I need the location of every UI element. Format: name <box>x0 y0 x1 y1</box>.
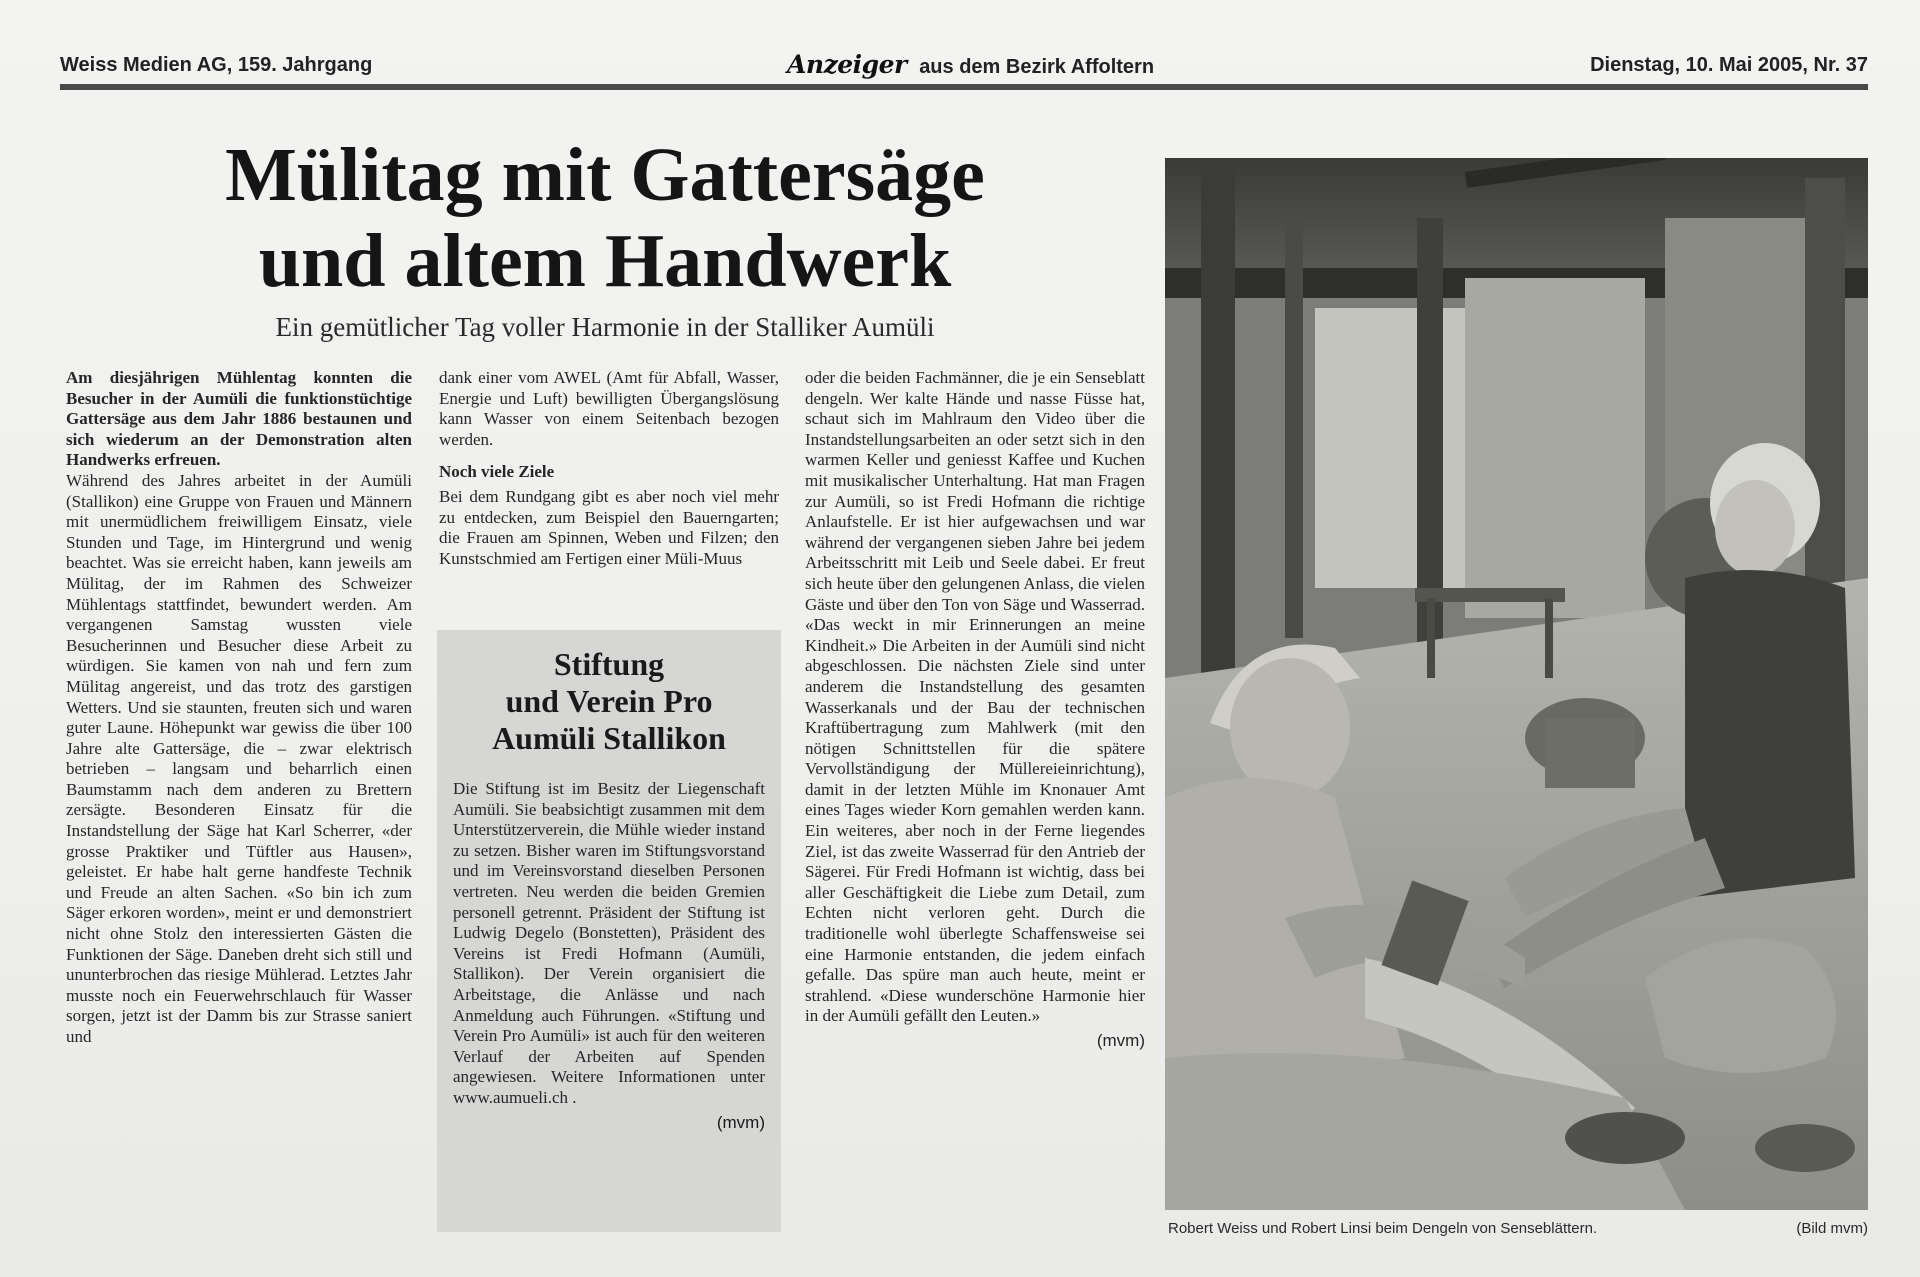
article-lead: Am diesjährigen Mühlentag konnten die Besucher in der Aumüli die funktionstüchtige Gattersäge aus dem Jahr 1886 bestaunen und sich wiederum an der Demonstration alten Handwerks erfreuen. <box>66 368 412 470</box>
article-headline <box>60 132 1150 304</box>
photo-illustration <box>1165 158 1868 1210</box>
photo-caption-row <box>1168 1220 1868 1237</box>
info-box <box>437 630 781 1232</box>
info-box-title-line-3: Aumüli Stallikon <box>492 720 726 756</box>
article-subheadline: Ein gemütlicher Tag voller Harmonie in der Stalliker Aumüli <box>275 312 935 342</box>
photo-credit: (Bild mvm) <box>1796 1220 1868 1237</box>
info-box-signature: (mvm) <box>716 1112 765 1132</box>
article-body-3: oder die beiden Fachmänner, die je ein Senseblatt dengeln. Wer kalte Hände und nasse Füsse hat, schaut sich im Mahlraum den Video über die Instandstellungsarbeiten an oder setzt sich in den warmen Keller und geniesst Kaffee und Kuchen mit musikalischer Unterhaltung. Hat man Fragen zur Aumüli, so ist Fredi Hofmann die richtige Anlaufstelle. Er ist hier aufgewachsen und war während der vergangenen sieben Jahre bei jedem Arbeitsschritt mit Leib und Seele dabei. Er freut sich heute über den gelungenen Anlass, die vielen Gäste und über den Ton von Säge und Wasserrad. «Das weckt in mir Erinnerungen an meine Kindheit.» Die Arbeiten in der Aumüli sind nicht abgeschlossen. Die nächsten Ziele sind unter anderem die Instandstellung des gesamten Wasserkanals und der Bau der technischen Kraftübertragung zum Mahlwerk (mit den nötigen Schnittstellen für die spätere Vervollständigung der Müllereieinrichtung), damit in der letzten Mühle im Knonauer Amt eines Tages wieder Korn gemahlen werden kann. Ein weiteres, aber noch in der Ferne liegendes Ziel, ist das zweite Wasserrad für den Antrieb der Sägerei. Für Fredi Hofmann ist wichtig, dass bei aller Geschäftigkeit die Liebe zum Detail, zum Echten nicht verloren geht. Durch die traditionelle wohl überlegte Schaffensweise sei eine Harmonie entstanden, die jedem einfach gefalle. Das spüre man auch heute, meint er strahlend. «Diese wunderschöne Harmonie hier in der Aumüli gefällt den Leuten.» <box>805 368 1145 1026</box>
info-box-title-line-2: und Verein Pro <box>505 683 713 719</box>
article-body-2: dank einer vom AWEL (Amt für Abfall, Wasser, Energie und Luft) bewilligten Übergangslösung kann Wasser von einem Seitenbach bezogen werden. <box>439 368 779 449</box>
newspaper-logo: Anzeiger <box>787 50 907 79</box>
article-body-2b: Bei dem Rundgang gibt es aber noch viel mehr zu entdecken, zum Beispiel den Bauerngarten; die Frauen am Spinnen, Weben und Filzen; den Kunstschmied am Fertigen einer Müli-Muus <box>439 486 779 568</box>
headline-line-2: und altem Handwerk <box>258 219 952 303</box>
info-box-text: Die Stiftung ist im Besitz der Liegenschaft Aumüli. Sie beabsichtigt zusammen mit dem Unterstützerverein, die Mühle wieder instand zu setzen. Bisher waren im Stiftungsvorstand und im Vereinsvorstand dieselben Personen vertreten. Neu werden die beiden Gremien personell getrennt. Präsident der Stiftung ist Ludwig Degelo (Bonstetten), Präsident des Vereins ist Fredi Hofmann (Aumüli, Stallikon). Der Verein organisiert die Arbeitstage, die Anlässe und nach Anmeldung auch Führungen. «Stiftung und Verein Pro Aumüli» ist auch für den weiteren Verlauf der Arbeiten auf Spenden angewiesen. Weitere Informationen unter www.aumueli.ch . <box>453 779 765 1107</box>
photo-caption: Robert Weiss und Robert Linsi beim Dengeln von Senseblättern. <box>1168 1220 1598 1237</box>
article-signature: (mvm) <box>1096 1031 1145 1050</box>
article-column-1 <box>66 368 412 1048</box>
newspaper-logo-group <box>787 50 1154 79</box>
newspaper-region: aus dem Bezirk Affoltern <box>919 56 1155 78</box>
article-column-3 <box>805 368 1145 1052</box>
article-photo <box>1165 158 1868 1210</box>
article-intertitle: Noch viele Ziele <box>439 462 555 482</box>
headline-line-1: Mülitag mit Gattersäge <box>225 133 985 217</box>
article-column-2 <box>439 368 779 569</box>
article-body-1: Während des Jahres arbeitet in der Aumüli (Stallikon) eine Gruppe von Frauen und Männern mit unermüdlichem freiwilligem Einsatz, viele Stunden und Tage, im Hintergrund und wenig beachtet. Was sie erreicht haben, kann jeweils am Mülitag, der im Rahmen des Schweizer Mühlentags stattfindet, bewundert werden. Am vergangenen Samstag wussten viele Besucherinnen und Besucher diese Arbeit zu würdigen. Sie kamen von nah und fern zum Mülitag angereist, und das trotz des garstigen Wetters. Und sie staunten, freuten sich und waren guter Laune. Höhepunkt war gewiss die über 100 Jahre alte Gattersäge, die – zwar elektrisch betrieben – langsam und beharrlich einen Baumstamm nach dem anderen zu Brettern zersägte. Besonderen Einsatz für die Instandstellung der Säge hat Karl Scherrer, «der grosse Praktiker und Tüftler aus Hausen», geleistet. Er habe halt gerne handfeste Technik und Freude an alten Sachen. «So bin ich zum Säger erkoren worden», meint er und demonstriert nicht ohne Stolz den interessierten Gästen die Funktionen der Säge. Daneben dreht sich still und ununterbrochen das riesige Mühlerad. Letztes Jahr musste noch ein Feuerwehrschlauch für Wasser sorgen, jetzt ist der Damm bis zur Strasse saniert und <box>66 470 412 1046</box>
masthead-rule <box>60 84 1868 90</box>
issue-date: Dienstag, 10. Mai 2005, Nr. 37 <box>1590 54 1868 76</box>
info-box-title <box>453 646 765 757</box>
info-box-title-line-1: Stiftung <box>553 646 665 682</box>
publisher-info: Weiss Medien AG, 159. Jahrgang <box>60 54 373 76</box>
